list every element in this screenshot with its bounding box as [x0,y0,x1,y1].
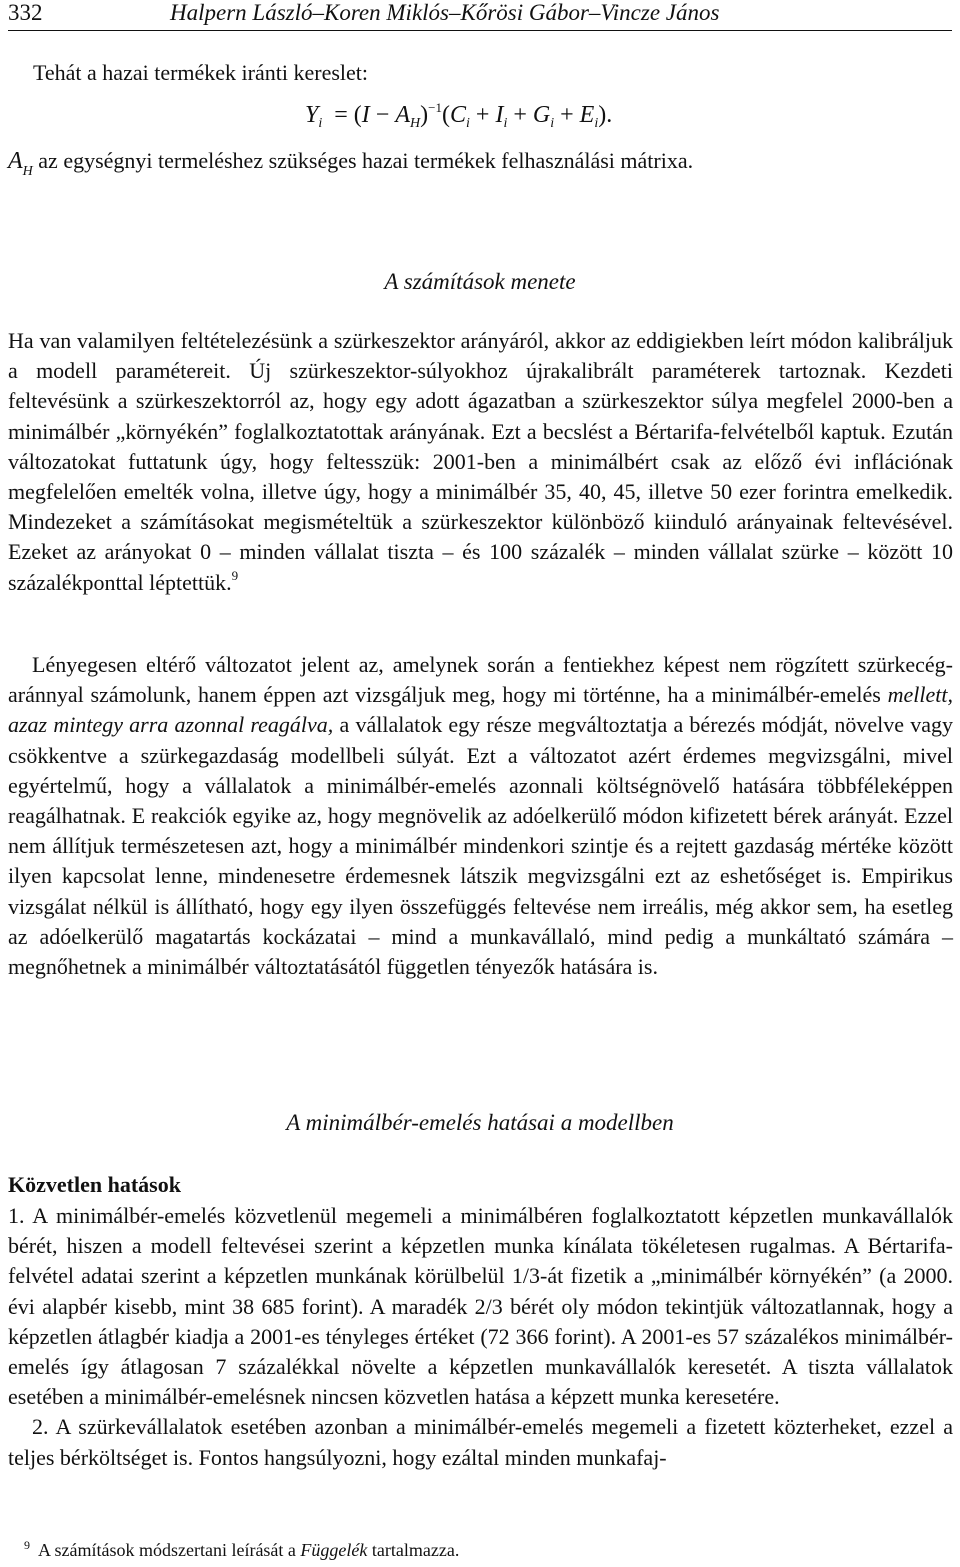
para-calculations-text: Ha van valamilyen feltételezésünk a szürkeszektor arányáról, akkor az eddigiekben leírt módon kalibráljuk a modell paramétereit. Új szürkeszektor-súlyokhoz újrakalibrált paraméterek tartoznak. Kezdeti feltevésünk a szürkeszektorról az, hogy egy adott ágazatban a szürkeszektor súlya megfelel 2000-ben a minimálbér „környékén” foglalkoztatottak arányának. Ezt a becslést a Bértarifa-felvételből kaptuk. Ezután változatokat futtatunk úgy, hogy feltesszük: 2001-ben a minimálbért csak az előző évi inflációnak megfelelően emelték volna, illetve úgy, hogy a minimálbér 35, 40, 45, illetve 50 ezer forintra emelkedik. Mindezeket a számításokat megismételtük a szürkeszektor különböző kiinduló arányainak feltevésével. Ezeket az arányokat 0 – minden vállalat tiszta – és 100 százalék – minden vállalat szürke – között 10 százalékponttal léptettük. [8,328,953,595]
paragraph-effect-2: 2. A szürkevállalatok esetében azonban a minimálbér-emelés megemeli a fizetett közterheket, ezzel a teljes bérköltséget is. Fontos hangsúlyozni, hogy ezáltal minden munkafaj- [8,1414,953,1470]
para-alt-text-a: Lényegesen eltérő változatot jelent az, amelynek során a fentiekhez képest nem rögzített szürkecég-aránnyal számolunk, hanem éppen azt vizsgáljuk meg, hogy mi történne, ha a minimálbér-emelés [8,652,953,708]
eq-minus: − [375,102,390,128]
def-var: A [8,148,23,174]
header-rule [8,30,952,31]
section-title-calculations: A számítások menete [384,269,576,294]
footnote-italic: Függelék [300,1540,368,1560]
eq-exponent: −1 [428,100,442,115]
footnote-text-a: A számítások módszertani leírását a [38,1540,301,1560]
eq-identity: I [361,102,370,128]
def-text: az egységnyi termeléshez szükséges hazai termékek felhasználási mátrixa. [32,148,694,173]
footnote-text-b: tartalmazza. [367,1540,460,1560]
eq-i: I [495,102,504,128]
subheading-direct-effects: Közvetlen hatások [8,1172,181,1197]
eq-close-paren-2: ). [598,102,613,128]
eq-e-sub: i [594,116,599,131]
section-title-effects: A minimálbér-emelés hatásai a modellben [286,1110,674,1135]
running-head-authors: Halpern László–Koren Miklós–Kőrösi Gábor–Vincze János [170,0,720,25]
matrix-definition [8,148,693,180]
eq-i-sub: i [503,116,508,131]
eq-c-sub: i [466,116,470,131]
para-alt-italic: mellett, azaz mintegy arra azonnal reagálva, [8,682,953,738]
eq-close-paren: ) [420,102,429,128]
eq-plus-3: + [560,102,574,128]
running-header [8,0,952,30]
eq-g-sub: i [550,116,555,131]
intro-line: Tehát a hazai termékek iránti kereslet: [33,60,369,85]
para-alt-text-b: a vállalatok egy része megváltoztatja a bérezés módját, növelve vagy csökkentve a szürkegazdaság modellbeli súlyát. Ezt a változatot azért érdemes megvizsgálni, mivel egyértelmű, hogy a vállalatok a minimálbér-emelés azonnali költségnövelő hatására többféleképpen reagálhatnak. E reakciók egyike az, hogy megnövelik az adóelkerülő módon kifizetett bérek arányát. Ezzel nem állítjuk természetesen azt, hogy a minimálbér mindenkori szintje és a rejtett gazdaság mértéke között ilyen kapcsolat lenne, mindenesetre érdemesnek látszik megvizsgálni ezt az eshetőséget is. Empirikus vizsgálat nélkül is állítható, hogy egy ilyen összefüggés feltevése nem irreális, még akkor sem, ha esetleg az adóelkerülő magatartás kockázatai – mind a munkavállaló, mind pedig a munkáltató számára – megnőhetnek a minimálbér változtatásától független tényezők hatására is. [8,712,954,980]
paragraph-effect-1: 1. A minimálbér-emelés közvetlenül megemeli a minimálbéren foglalkoztatott képzetlen munkavállalók bérét, hiszen a modell feltevései szerint a képzetlen munka kínálata tökéletesen rugalmas. A Bértarifa-felvétel adatai szerint a képzetlen munkának körülbelül 1/3-át fizetik a „minimálbér környékén” (a 2000. évi alapbér kisebb, mint 38 685 forint). A maradék 2/3 bérét oly módon tekintjük változatlannak, hogy a képzetlen átlagbér kiadja a 2001-es tényleges értéket (72 366 forint). A 2001-es 57 százalékos minimálbér-emelés így átlagosan 7 százalékkal növelte a képzetlen munkavállalók keresetét. A tiszta vállalatok esetében a minimálbér-emelésnek nincsen közvetlen hatása a képzett munka keresetére. [8,1203,953,1410]
paragraph-alternative [8,650,953,982]
eq-matrix-a: A [395,102,411,128]
eq-open-paren-2: ( [441,102,450,128]
eq-matrix-a-sub: H [410,116,421,131]
eq-g: G [532,102,551,128]
direct-effects-body [8,1201,953,1473]
demand-equation [305,100,612,132]
eq-lhs-sub: i [318,116,323,131]
eq-plus-2: + [513,102,527,128]
eq-equals: = [334,102,348,128]
paragraph-calculations [8,326,953,598]
footnote-number: 9 [24,1538,30,1552]
footnote-ref[interactable]: 9 [231,567,239,583]
eq-e: E [579,102,595,128]
footnote [24,1538,459,1561]
eq-open-paren: ( [353,102,362,128]
eq-c: C [449,102,466,128]
eq-lhs: Y [305,102,319,128]
page-number: 332 [8,0,43,25]
eq-plus-1: + [475,102,490,128]
def-var-sub: H [22,164,33,179]
